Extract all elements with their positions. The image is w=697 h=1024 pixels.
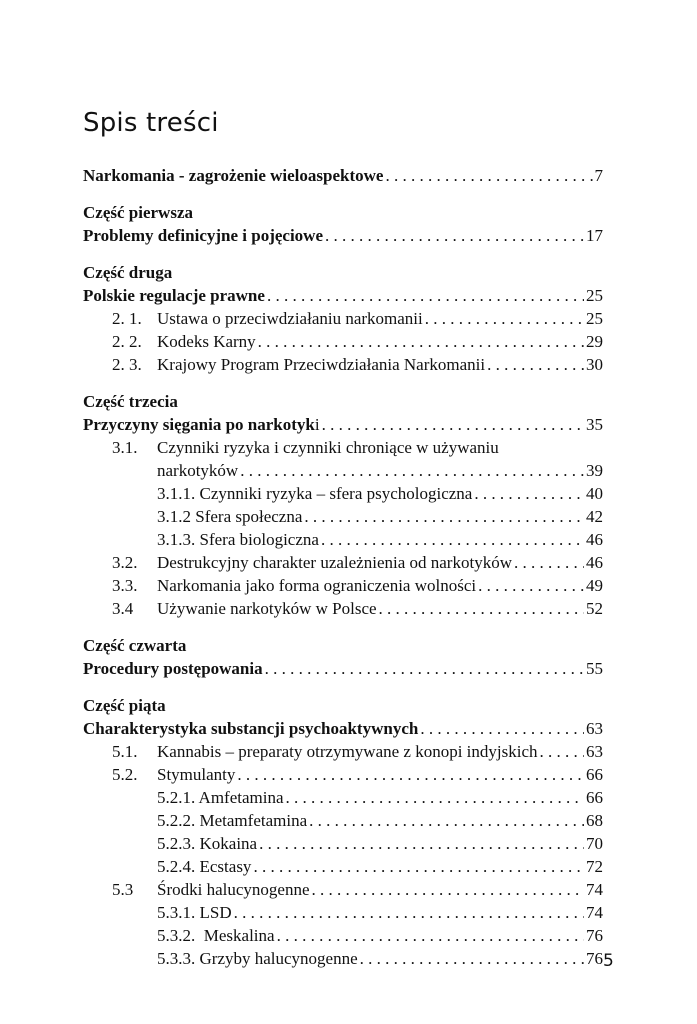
entry-page: 66 (586, 765, 603, 784)
part-title: Część trzecia (83, 392, 178, 411)
dot-leader (240, 459, 584, 482)
entry-label-rest: i (314, 415, 320, 434)
entry-page: 76 (586, 926, 603, 945)
entry-label: Narkomania jako forma ograniczenia wolności (157, 576, 477, 595)
toc-entry (83, 482, 603, 505)
entry-label: Środki halucynogenne (157, 880, 310, 899)
dot-leader (425, 307, 584, 330)
entry-label: 3.1.3. Sfera biologiczna (157, 530, 319, 549)
entry-label: 5.3.1. LSD (157, 903, 232, 922)
entry-page: 46 (586, 530, 603, 549)
entry-label: Problemy definicyjne i pojęciowe (83, 226, 324, 245)
entry-page: 7 (594, 166, 603, 185)
entry-label: 3.1.2 Sfera społeczna (157, 507, 303, 526)
dot-leader (420, 717, 584, 740)
entry-page: 42 (586, 507, 603, 526)
toc-entry (83, 413, 603, 436)
entry-label: narkotyków (157, 461, 239, 480)
dot-leader (385, 164, 592, 187)
entry-page: 17 (586, 226, 603, 245)
entry-page: 52 (586, 599, 603, 618)
part-title: Część czwarta (83, 636, 187, 655)
dot-leader (265, 657, 584, 680)
dot-leader (286, 786, 584, 809)
page-title: Spis treści (83, 108, 219, 138)
entry-label-bold: Przyczyny sięgania po narkotyk (83, 415, 315, 434)
toc-part-4 (83, 634, 603, 680)
entry-label: Charakterystyka substancji psychoaktywnych (83, 719, 419, 738)
entry-label: 5.3.2. Meskalina (157, 926, 275, 945)
entry-page: 35 (586, 415, 603, 434)
table-of-contents (83, 164, 603, 984)
entry-page: 46 (586, 553, 603, 572)
entry-label (83, 413, 320, 436)
toc-entry (83, 353, 603, 376)
toc-entry (83, 763, 603, 786)
toc-entry (83, 947, 603, 970)
entry-number: 2. 1. (112, 309, 142, 328)
entry-number: 2. 3. (112, 355, 142, 374)
toc-part-5 (83, 694, 603, 970)
page-number: 5 (603, 951, 614, 971)
entry-number: 3.3. (112, 576, 138, 595)
entry-number: 5.2. (112, 765, 138, 784)
entry-page: 70 (586, 834, 603, 853)
toc-entry (83, 574, 603, 597)
toc-entry (83, 878, 603, 901)
entry-label: Narkomania - zagrożenie wieloaspektowe (83, 166, 384, 185)
entry-page: 63 (586, 742, 603, 761)
toc-entry (83, 657, 603, 680)
dot-leader (309, 809, 584, 832)
entry-label: Krajowy Program Przeciwdziałania Narkomanii (157, 355, 486, 374)
toc-entry (83, 740, 603, 763)
toc-entry (83, 164, 603, 187)
toc-part-3 (83, 390, 603, 620)
entry-page: 30 (586, 355, 603, 374)
toc-entry (83, 597, 603, 620)
dot-leader (487, 353, 584, 376)
toc-entry (83, 224, 603, 247)
entry-page: 63 (586, 719, 603, 738)
entry-label: 5.2.4. Ecstasy (157, 857, 252, 876)
entry-page: 49 (586, 576, 603, 595)
entry-label: 5.3.3. Grzyby halucynogenne (157, 949, 358, 968)
entry-page: 29 (586, 332, 603, 351)
entry-label: Czynniki ryzyka i czynniki chroniące w używaniu (157, 438, 499, 457)
entry-page: 66 (586, 788, 603, 807)
entry-page: 25 (586, 286, 603, 305)
dot-leader (379, 597, 584, 620)
toc-entry (83, 901, 603, 924)
entry-page: 76 (586, 949, 603, 968)
entry-label: Destrukcyjny charakter uzależnienia od narkotyków (157, 553, 512, 572)
toc-entry-line2 (83, 459, 603, 482)
toc-entry (83, 809, 603, 832)
entry-label: Procedury postępowania (83, 659, 263, 678)
dot-leader (322, 413, 584, 436)
entry-number: 3.2. (112, 553, 138, 572)
entry-page: 55 (586, 659, 603, 678)
entry-label: 5.2.3. Kokaina (157, 834, 258, 853)
dot-leader (253, 855, 584, 878)
entry-page: 39 (586, 461, 603, 480)
entry-page: 72 (586, 857, 603, 876)
dot-leader (237, 763, 584, 786)
toc-entry (83, 284, 603, 307)
entry-label: Kannabis – preparaty otrzymywane z konopi indyjskich (157, 742, 538, 761)
entry-label: Kodeks Karny (157, 332, 256, 351)
entry-page: 74 (586, 880, 603, 899)
part-title: Część pierwsza (83, 203, 193, 222)
toc-entry (83, 717, 603, 740)
toc-entry (83, 786, 603, 809)
toc-entry (83, 832, 603, 855)
entry-label: Ustawa o przeciwdziałaniu narkomanii (157, 309, 423, 328)
entry-number: 3.4 (112, 599, 134, 618)
dot-leader (321, 528, 584, 551)
entry-label: 3.1.1. Czynniki ryzyka – sfera psychologiczna (157, 484, 473, 503)
toc-entry (83, 855, 603, 878)
dot-leader (259, 832, 584, 855)
entry-number: 2. 2. (112, 332, 142, 351)
entry-page: 68 (586, 811, 603, 830)
toc-part-1 (83, 201, 603, 247)
dot-leader (540, 740, 584, 763)
dot-leader (312, 878, 585, 901)
entry-number: 3.1. (112, 438, 138, 457)
dot-leader (277, 924, 584, 947)
entry-number: 5.3 (112, 880, 134, 899)
toc-entry (83, 330, 603, 353)
dot-leader (304, 505, 584, 528)
entry-label: 5.2.1. Amfetamina (157, 788, 284, 807)
part-title: Część piąta (83, 696, 166, 715)
dot-leader (360, 947, 584, 970)
entry-page: 25 (586, 309, 603, 328)
dot-leader (514, 551, 584, 574)
toc-entry-line1 (83, 436, 603, 459)
toc-entry (83, 924, 603, 947)
dot-leader (258, 330, 584, 353)
toc-entry (83, 505, 603, 528)
dot-leader (478, 574, 584, 597)
dot-leader (325, 224, 584, 247)
entry-number: 5.1. (112, 742, 138, 761)
entry-label: 5.2.2. Metamfetamina (157, 811, 308, 830)
toc-part-2 (83, 261, 603, 376)
entry-label: Polskie regulacje prawne (83, 286, 265, 305)
entry-label: Używanie narkotyków w Polsce (157, 599, 377, 618)
part-title: Część druga (83, 263, 173, 282)
toc-entry (83, 307, 603, 330)
entry-page: 40 (586, 484, 603, 503)
entry-page: 74 (586, 903, 603, 922)
entry-label: Stymulanty (157, 765, 236, 784)
toc-entry (83, 551, 603, 574)
toc-intro (83, 164, 603, 187)
dot-leader (474, 482, 584, 505)
dot-leader (267, 284, 584, 307)
toc-entry (83, 528, 603, 551)
dot-leader (234, 901, 584, 924)
